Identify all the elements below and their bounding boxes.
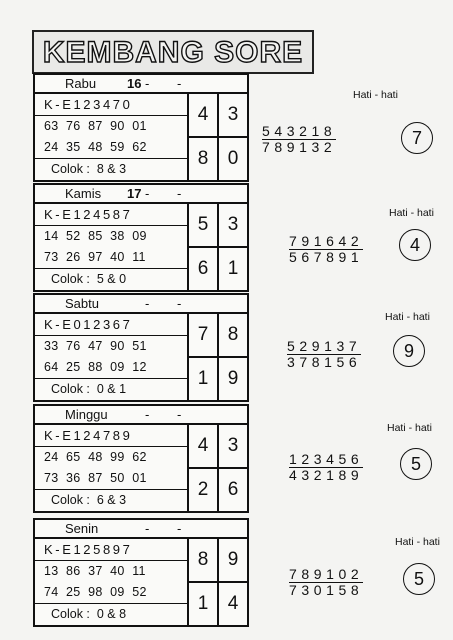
- dash: -: [177, 76, 182, 91]
- number-row-2: 24 35 48 59 62: [44, 140, 147, 154]
- box-digit: 4: [189, 94, 219, 136]
- colok-label: Colok :: [51, 382, 90, 396]
- box-bottom: [189, 138, 247, 180]
- day-name: Rabu: [65, 76, 97, 91]
- colok-value: 0 & 8: [96, 607, 127, 621]
- box-digit: 6: [189, 248, 219, 290]
- box-digit: 3: [227, 104, 239, 125]
- ke-row: K-E124789: [35, 425, 187, 447]
- circled-number: 5: [403, 563, 435, 595]
- day-name: Minggu: [65, 407, 108, 422]
- colok-value: 8 & 3: [96, 162, 127, 176]
- circled-number: 4: [399, 229, 431, 261]
- number-table: [33, 73, 249, 182]
- box-bottom: [189, 583, 247, 625]
- sequence-bottom: 789132: [262, 139, 337, 155]
- dash: -: [177, 296, 182, 311]
- colok-row: [35, 489, 187, 511]
- day-date: 16: [127, 76, 142, 91]
- box-digit: 9: [227, 549, 239, 570]
- number-row-1: 33 76 47 90 51: [44, 339, 147, 353]
- circled-number: 7: [401, 122, 433, 154]
- box-digit: 8: [189, 539, 219, 581]
- warning-text: Hati - hati: [395, 536, 440, 548]
- number-row-2: 64 25 88 09 12: [44, 360, 147, 374]
- number-row-2: 73 26 97 40 11: [44, 250, 146, 264]
- dash: -: [145, 407, 150, 422]
- box-top: [189, 94, 247, 138]
- colok-value: 6 & 3: [96, 493, 127, 507]
- colok-value: 5 & 0: [96, 272, 127, 286]
- warning-text: Hati - hati: [353, 89, 398, 101]
- number-row-1: 63 76 87 90 01: [44, 119, 147, 133]
- number-table: [33, 518, 249, 627]
- number-row-2: 73 36 87 50 01: [44, 471, 147, 485]
- box-digit: 1: [189, 358, 219, 400]
- prediction-panel: [255, 404, 445, 524]
- ke-row: K-E012367: [35, 314, 187, 336]
- box-top: [189, 314, 247, 358]
- number-row-1: 13 86 37 40 11: [44, 564, 146, 578]
- dash: -: [177, 407, 182, 422]
- prediction-panel: [255, 183, 445, 303]
- box-digit: 1: [227, 258, 239, 279]
- ke-row: K-E123470: [35, 94, 187, 116]
- ke-row: K-E124587: [35, 204, 187, 226]
- colok-row: [35, 603, 187, 625]
- sequence-top: 123456: [289, 451, 364, 467]
- day-header: [35, 406, 247, 425]
- page-title-banner: [32, 30, 314, 74]
- dash: -: [145, 186, 150, 201]
- circled-number: 5: [400, 448, 432, 480]
- box-digit: 3: [227, 435, 239, 456]
- number-table: [33, 293, 249, 402]
- sequence-bottom: 567891: [289, 249, 364, 265]
- box-digit: 5: [189, 204, 219, 246]
- box-digit: 8: [227, 324, 239, 345]
- colok-label: Colok :: [51, 272, 90, 286]
- number-table: [33, 183, 249, 292]
- box-digit: 0: [227, 148, 239, 169]
- sequence-bottom: 730158: [289, 582, 364, 598]
- prediction-panel: [255, 73, 445, 193]
- day-header: [35, 520, 247, 539]
- box-digit: 8: [189, 138, 219, 180]
- dash: -: [145, 521, 150, 536]
- day-header: [35, 295, 247, 314]
- sequence-bottom: 432189: [289, 467, 364, 483]
- colok-row: [35, 378, 187, 400]
- page-title: KEMBANG SORE: [42, 36, 304, 69]
- day-header: [35, 75, 247, 94]
- sequence-top: 791642: [289, 233, 364, 249]
- box-digit: 4: [227, 593, 239, 614]
- warning-text: Hati - hati: [387, 422, 432, 434]
- box-digit: 7: [189, 314, 219, 356]
- day-name: Senin: [65, 521, 99, 536]
- title-logo: [34, 32, 312, 72]
- day-date: 17: [127, 186, 142, 201]
- number-row-2: 74 25 98 09 52: [44, 585, 147, 599]
- circled-number: 9: [393, 335, 425, 367]
- box-top: [189, 539, 247, 583]
- warning-text: Hati - hati: [389, 207, 434, 219]
- colok-label: Colok :: [51, 162, 90, 176]
- box-top: [189, 204, 247, 248]
- prediction-panel: [255, 518, 445, 638]
- sequence-top: 543218: [262, 123, 337, 139]
- number-row-1: 24 65 48 99 62: [44, 450, 147, 464]
- sequence-top: 529137: [287, 338, 362, 354]
- colok-label: Colok :: [51, 493, 90, 507]
- box-bottom: [189, 358, 247, 400]
- day-header: [35, 185, 247, 204]
- sequence-bottom: 378156: [287, 354, 362, 370]
- box-bottom: [189, 248, 247, 290]
- box-digit: 1: [189, 583, 219, 625]
- colok-row: [35, 268, 187, 290]
- dash: -: [145, 296, 150, 311]
- sequence-top: 789102: [289, 566, 364, 582]
- dash: -: [145, 76, 150, 91]
- prediction-panel: [255, 293, 445, 413]
- day-name: Sabtu: [65, 296, 99, 311]
- colok-label: Colok :: [51, 607, 90, 621]
- number-row-1: 14 52 85 38 09: [44, 229, 147, 243]
- colok-value: 0 & 1: [96, 382, 127, 396]
- box-bottom: [189, 469, 247, 511]
- box-digit: 2: [189, 469, 219, 511]
- day-name: Kamis: [65, 186, 102, 201]
- dash: -: [177, 521, 182, 536]
- ke-row: K-E125897: [35, 539, 187, 561]
- box-digit: 6: [227, 479, 239, 500]
- dash: -: [177, 186, 182, 201]
- warning-text: Hati - hati: [385, 311, 430, 323]
- box-digit: 3: [227, 214, 239, 235]
- box-digit: 4: [189, 425, 219, 467]
- colok-row: [35, 158, 187, 180]
- box-top: [189, 425, 247, 469]
- box-digit: 9: [227, 368, 239, 389]
- number-table: [33, 404, 249, 513]
